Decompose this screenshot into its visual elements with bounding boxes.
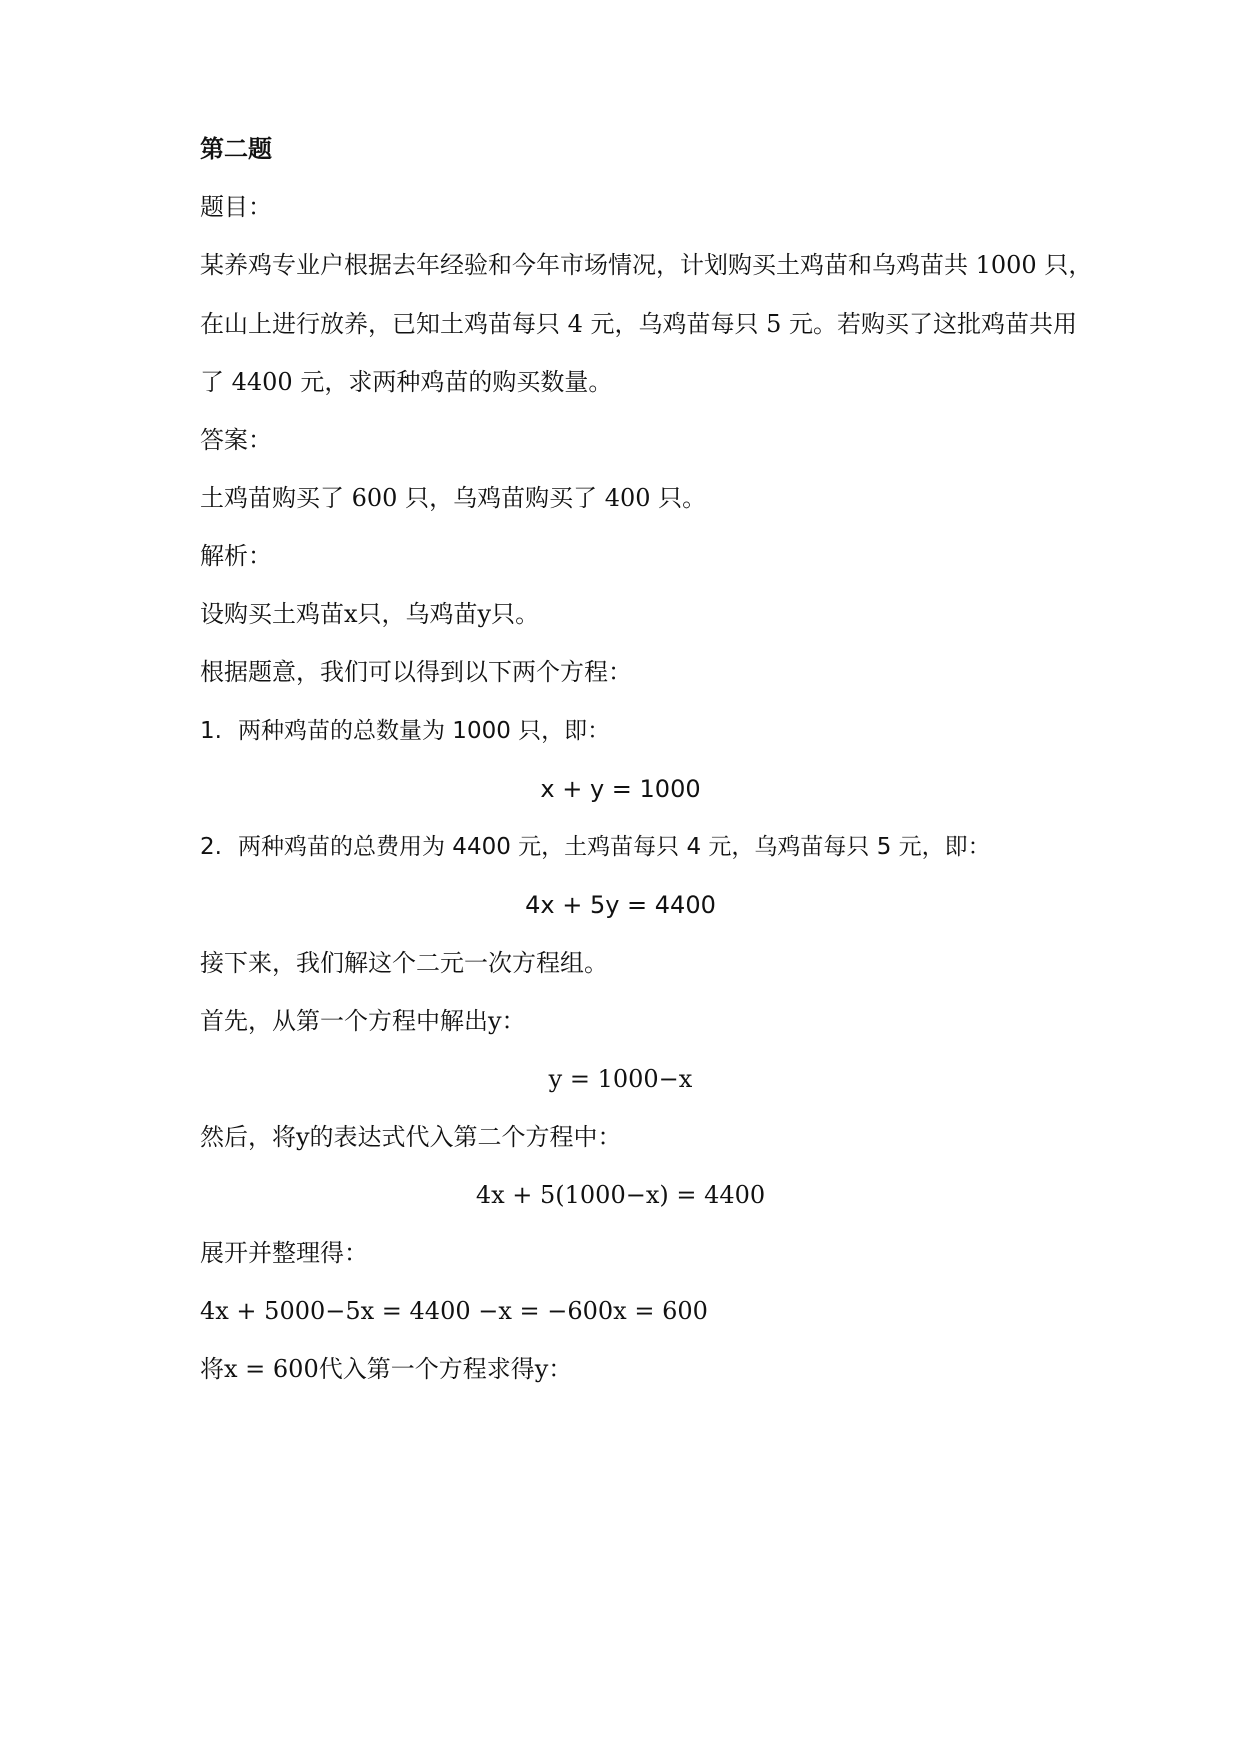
question-label: 题目： [200,193,272,221]
question-line-2: 在山上进行放养，已知土鸡苗每只 4 元，乌鸡苗每只 5 元。若购买了这批鸡苗共用 [200,310,1078,338]
step3-text: 展开并整理得： [200,1239,368,1267]
section-heading: 第二题 [200,135,272,163]
equation-1: x + y = 1000 [540,775,701,803]
list-item-text: 两种鸡苗的总数量为 1000 只，即： [238,718,611,744]
question-line-3: 了 4400 元，求两种鸡苗的购买数量。 [200,368,613,396]
step2-text: 然后，将y的表达式代入第二个方程中： [200,1123,622,1151]
analysis-lead: 根据题意，我们可以得到以下两个方程： [200,658,632,686]
step4-text: 将x = 600代入第一个方程求得y： [200,1355,573,1383]
answer-label: 答案： [200,426,272,454]
list-number: 1. [200,718,222,744]
list-number: 2. [200,834,222,860]
analysis-intro: 设购买土鸡苗x只，乌鸡苗y只。 [200,600,540,628]
list-item [200,716,610,746]
step1-equation: y = 1000−x [548,1065,693,1093]
list-item-text: 两种鸡苗的总费用为 4400 元，土鸡苗每只 4 元，乌鸡苗每只 5 元，即： [238,834,991,860]
answer-text: 土鸡苗购买了 600 只，乌鸡苗购买了 400 只。 [200,484,707,512]
step2-equation: 4x + 5(1000−x) = 4400 [475,1181,766,1209]
solve-intro: 接下来，我们解这个二元一次方程组。 [200,949,608,977]
equation-2: 4x + 5y = 4400 [525,891,716,919]
analysis-label: 解析： [200,542,272,570]
step3-equation: 4x + 5000−5x = 4400 −x = −600x = 600 [200,1297,708,1325]
list-item [200,832,991,862]
step1-text: 首先，从第一个方程中解出y： [200,1007,526,1035]
question-line-1: 某养鸡专业户根据去年经验和今年市场情况，计划购买土鸡苗和乌鸡苗共 1000 只， [200,251,1093,279]
